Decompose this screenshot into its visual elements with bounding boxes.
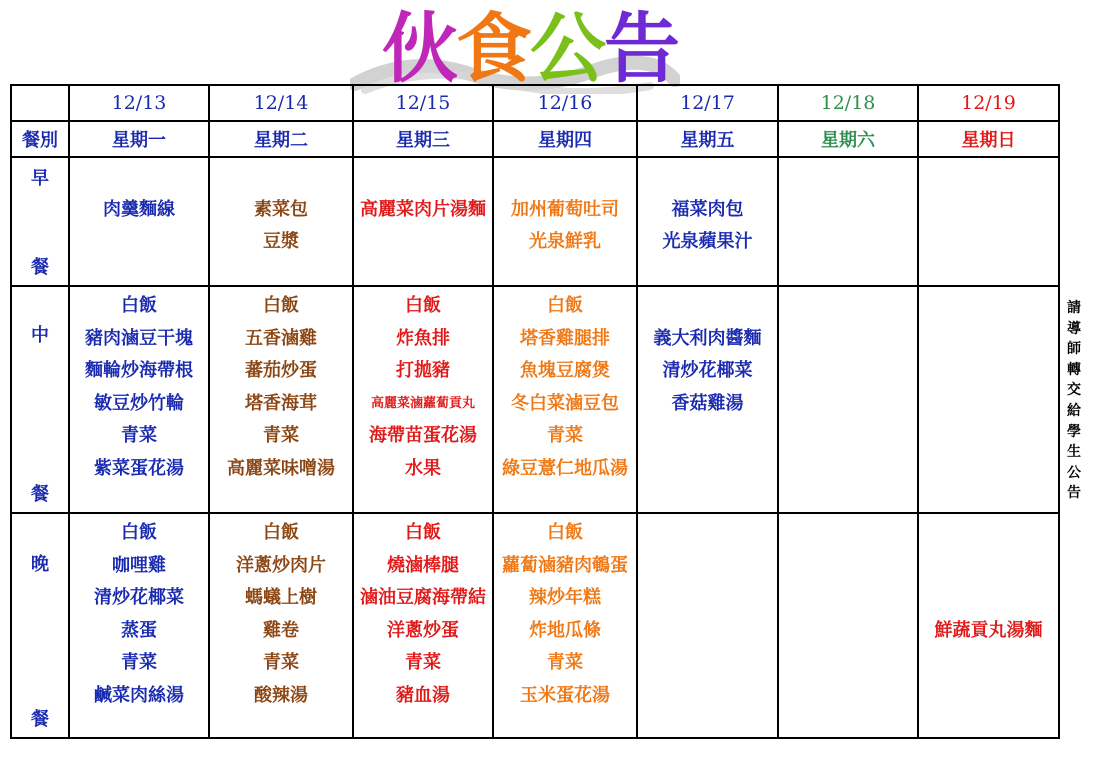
side-note-char: 交 [1067,382,1081,399]
dish-item: 洋蔥炒蛋 [387,619,459,641]
date-cell: 12/15 [353,85,493,121]
side-note-char: 轉 [1067,361,1081,378]
date-cell: 12/16 [493,85,637,121]
side-note-char: 師 [1067,341,1081,358]
dish-item: 青菜 [547,652,583,673]
dish-list [494,517,636,712]
dish-item: 素菜包 [254,198,308,220]
breakfast-label [11,157,69,286]
meal-cell-breakfast [637,157,778,286]
dish-list [210,161,352,259]
dish-item: 清炒花椰菜 [94,587,184,608]
dish-item: 加州葡萄吐司 [511,198,619,220]
side-note-char: 導 [1067,320,1081,337]
dish-item: 洋蔥炒肉片 [236,554,326,576]
title-char: 伙 [382,4,456,93]
meal-label-top: 晚 [31,554,49,575]
dish-item [638,290,777,323]
weekday-cell: 星期四 [493,121,637,157]
dish-item: 炸地瓜條 [529,619,601,641]
dish-item: 白飯 [547,295,583,316]
dish-item: 咖哩雞 [112,554,166,576]
weekday-cell: 星期二 [209,121,353,157]
dish-item: 青菜 [121,652,157,673]
dish-item: 豬血湯 [396,684,450,706]
dish-item: 白飯 [405,522,441,543]
meal-cell-dinner [918,513,1059,738]
dish-item: 蕃茄炒蛋 [245,360,317,381]
side-note [1064,298,1084,504]
title-char: 公 [530,4,604,93]
dish-item: 蒸蛋 [121,619,157,641]
dish-item: 玉米蛋花湯 [520,684,610,706]
breakfast-row [11,157,1059,286]
meal-label-top: 中 [31,325,49,346]
meal-cell-dinner [69,513,209,738]
dish-item: 白飯 [121,295,157,316]
weekday-cell-sunday: 星期日 [918,121,1059,157]
dish-list [210,290,352,485]
dinner-label [11,513,69,738]
dish-item: 紫菜蛋花湯 [94,457,184,479]
dish-item: 高麗菜味噌湯 [227,457,335,479]
dish-item [494,161,636,194]
dish-item: 鹹菜肉絲湯 [94,684,184,706]
dish-item: 豬肉滷豆干塊 [85,327,193,349]
dish-item: 辣炒年糕 [529,587,601,608]
dish-item: 鮮蔬貢丸湯麵 [934,619,1043,641]
meal-label-bottom: 餐 [31,709,49,730]
side-note-char: 給 [1067,402,1081,419]
dish-item: 塔香海茸 [245,392,317,414]
lunch-row [11,286,1059,513]
dish-item: 白飯 [263,522,299,543]
dish-item: 蘿蔔滷豬肉鵪蛋 [502,554,628,576]
meal-cell-lunch [69,286,209,513]
dish-item: 白飯 [263,295,299,316]
meal-cell-dinner [493,513,637,738]
dish-item: 海帶苗蛋花湯 [369,425,477,446]
dish-item: 魚塊豆腐煲 [520,360,610,381]
meal-cell-lunch [778,286,918,513]
dish-item: 酸辣湯 [254,684,308,706]
side-note-char: 學 [1067,423,1081,440]
dish-item: 白飯 [547,522,583,543]
dish-item: 青菜 [263,652,299,673]
dinner-row [11,513,1059,738]
meal-label-bottom: 餐 [31,257,49,278]
dish-item: 青菜 [547,425,583,446]
side-note-char: 公 [1067,464,1081,481]
dish-item: 麵輪炒海帶根 [85,360,193,381]
date-row [11,85,1059,121]
date-cell: 12/14 [209,85,353,121]
dish-list [494,290,636,485]
meal-cell-dinner [637,513,778,738]
dish-list [70,290,208,485]
meal-cell-breakfast [493,157,637,286]
meal-cell-lunch [493,286,637,513]
dish-item: 高麗菜滷蘿蔔貢丸 [370,395,475,411]
dish-item: 敏豆炒竹輪 [94,392,184,414]
dish-item: 高麗菜肉片湯麵 [360,198,486,220]
dish-item: 豆漿 [263,231,299,252]
dish-item: 綠豆薏仁地瓜湯 [502,457,628,479]
dish-item [919,582,1058,615]
dish-list [919,517,1058,647]
dish-item [70,161,208,194]
dish-list [638,290,777,420]
dish-item [638,161,777,194]
dish-item: 義大利肉醬麵 [653,327,762,349]
weekday-cell: 星期一 [69,121,209,157]
meal-cell-dinner [778,513,918,738]
meal-cell-lunch [209,286,353,513]
weekday-cell: 星期五 [637,121,778,157]
dish-item [354,161,492,194]
dish-item: 五香滷雞 [245,327,317,349]
dish-item: 塔香雞腿排 [520,327,610,349]
meal-cell-dinner [209,513,353,738]
meal-cell-breakfast [778,157,918,286]
dish-list [354,517,492,712]
dish-item [919,517,1058,550]
dish-item: 雞卷 [263,619,299,641]
meal-cell-lunch [918,286,1059,513]
dish-item: 肉羹麵線 [103,198,175,220]
dish-list [638,161,777,259]
weekday-row [11,121,1059,157]
dish-item [210,161,352,194]
side-note-char: 告 [1067,485,1081,502]
meal-cell-breakfast [353,157,493,286]
meal-cell-breakfast [209,157,353,286]
dish-list [210,517,352,712]
dish-item: 青菜 [121,425,157,446]
dish-item: 螞蟻上樹 [245,587,317,608]
dish-item: 冬白菜滷豆包 [511,392,619,414]
meal-label-top: 早 [31,168,49,189]
dish-list [70,161,208,226]
dish-list [494,161,636,259]
dish-item: 福菜肉包 [671,198,744,220]
dish-item: 滷油豆腐海帶結 [360,587,486,608]
dish-item: 白飯 [121,522,157,543]
dish-item: 青菜 [263,425,299,446]
meal-column-header: 餐別 [11,121,69,157]
meal-cell-breakfast [918,157,1059,286]
weekday-cell: 星期三 [353,121,493,157]
date-cell: 12/13 [69,85,209,121]
dish-item: 光泉鮮乳 [529,231,601,252]
meal-cell-lunch [637,286,778,513]
dish-item: 香菇雞湯 [671,392,744,414]
dish-item: 燒滷棒腿 [387,554,459,576]
page-title [382,4,678,94]
side-note-char: 生 [1067,444,1081,461]
meal-schedule-table [10,84,1060,739]
dish-item: 炸魚排 [396,327,450,349]
dish-item: 白飯 [405,295,441,316]
date-cell-sunday: 12/19 [918,85,1059,121]
lunch-label [11,286,69,513]
title-char: 告 [604,4,678,93]
dish-item [919,550,1058,583]
corner-cell [11,85,69,121]
dish-item: 清炒花椰菜 [662,360,753,381]
dish-list [70,517,208,712]
dish-list [354,290,492,485]
dish-item: 水果 [405,457,441,479]
dish-item: 光泉蘋果汁 [662,231,753,252]
side-note-char: 請 [1067,300,1081,316]
dish-item: 打拋豬 [396,360,450,381]
dish-list [354,161,492,226]
meal-cell-lunch [353,286,493,513]
date-cell: 12/17 [637,85,778,121]
title-char: 食 [456,4,530,93]
meal-cell-breakfast [69,157,209,286]
meal-cell-dinner [353,513,493,738]
meal-label-bottom: 餐 [31,484,49,505]
dish-item: 青菜 [405,652,441,673]
weekday-cell-saturday: 星期六 [778,121,918,157]
date-cell-saturday: 12/18 [778,85,918,121]
